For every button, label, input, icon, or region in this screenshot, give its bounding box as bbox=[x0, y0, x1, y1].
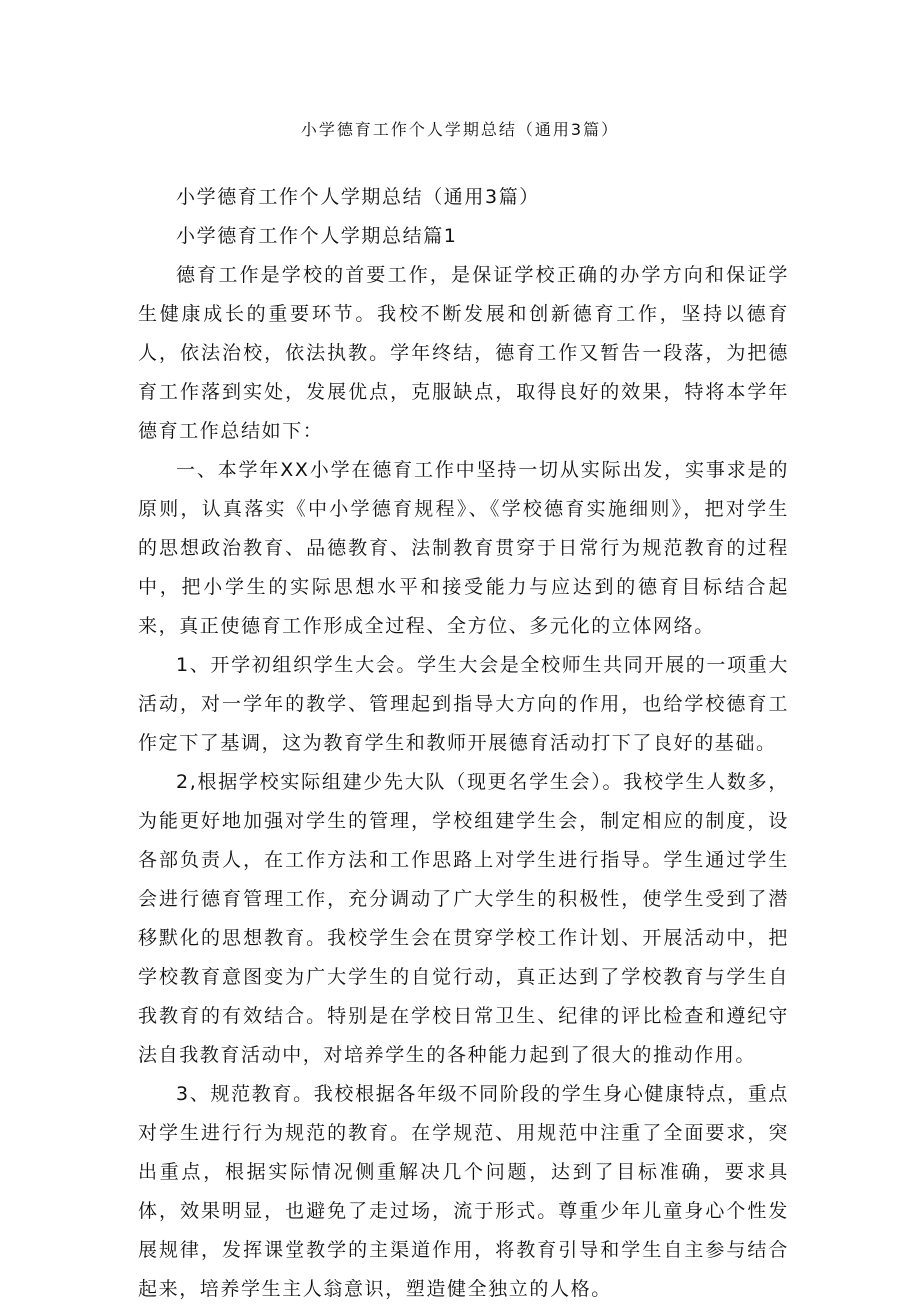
paragraph-intro: 德育工作是学校的首要工作，是保证学校正确的办学方向和保证学生健康成长的重要环节。我校不断发展和创新德育工作，坚持以德育人，依法治校，依法执教。学年终结，德育工作又暂告一段落，为把德育工作落到实处，发展优点，克服缺点，取得良好的效果，特将本学年德育工作总结如下： bbox=[138, 264, 789, 442]
paragraph-norms-education: 3、规范教育。我校根据各年级不同阶段的学生身心健康特点，重点对学生进行行为规范的教育。在学规范、用规范中注重了全面要求，突出重点，根据实际情况侧重解决几个问题，达到了目标准确，要求具体，效果明显，也避免了走过场，流于形式。尊重少年儿童身心个性发展规律，发挥课堂教学的主渠道作用，将教育引导和学生自主参与结合起来，培养学生主人翁意识，塑造健全独立的人格。 bbox=[138, 1083, 789, 1300]
section-heading: 小学德育工作个人学期总结篇1 bbox=[176, 225, 458, 247]
document-title: 小学德育工作个人学期总结（通用3篇） bbox=[300, 120, 620, 139]
paragraph-student-assembly: 1、开学初组织学生大会。学生大会是全校师生共同开展的一项重大活动，对一学年的教学、管理起到指导大方向的作用，也给学校德育工作定下了基调，这为教育学生和教师开展德育活动打下了良好的基础。 bbox=[138, 654, 789, 754]
document-body bbox=[138, 178, 789, 1309]
paragraph-principle: 一、本学年XX小学在德育工作中坚持一切从实际出发，实事求是的原则，认真落实《中小学德育规程》、《学校德育实施细则》，把对学生的思想政治教育、品德教育、法制教育贯穿于日常行为规范教育的过程中，把小学生的实际思想水平和接受能力与应达到的德育目标结合起来，真正使德育工作形成全过程、全方位、多元化的立体网络。 bbox=[138, 459, 789, 637]
paragraph-student-union: 2,根据学校实际组建少先大队（现更名学生会）。我校学生人数多，为能更好地加强对学生的管理，学校组建学生会，制定相应的制度，设各部负责人，在工作方法和工作思路上对学生进行指导。学生通过学生会进行德育管理工作，充分调动了广大学生的积极性，使学生受到了潜移默化的思想教育。我校学生会在贯穿学校工作计划、开展活动中，把学校教育意图变为广大学生的自觉行动，真正达到了学校教育与学生自我教育的有效结合。特别是在学校日常卫生、纪律的评比检查和遵纪守法自我教育活动中，对培养学生的各种能力起到了很大的推动作用。 bbox=[138, 771, 789, 1066]
document-subtitle: 小学德育工作个人学期总结（通用3篇） bbox=[176, 186, 540, 208]
